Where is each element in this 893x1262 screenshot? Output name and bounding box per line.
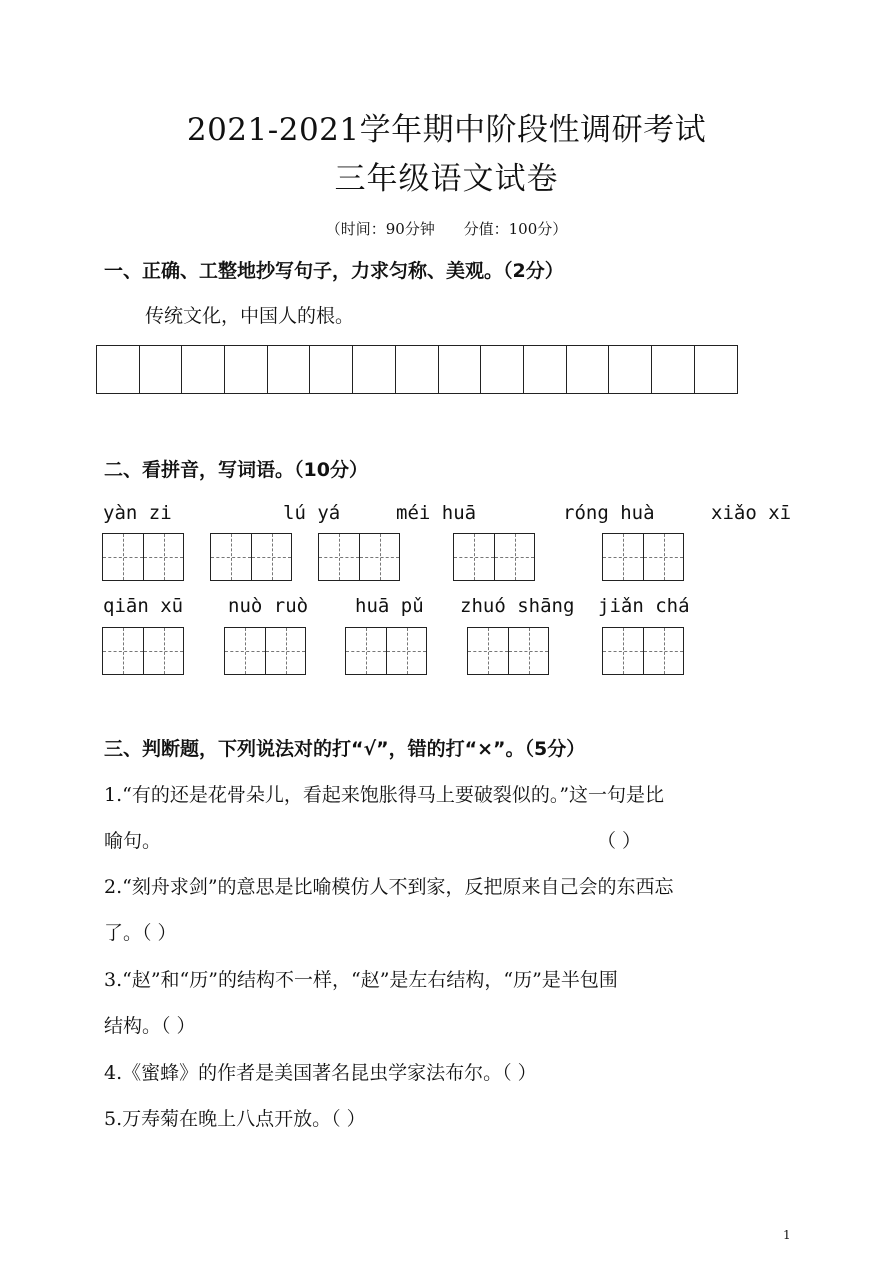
copy-cell[interactable] [609,346,652,393]
copy-cell[interactable] [353,346,396,393]
pinyin-label: róng huà [563,502,655,524]
exam-time: （时间：90分钟 [325,220,435,238]
copy-cell[interactable] [140,346,183,393]
pinyin-label: xiǎo xī [711,502,792,524]
copy-sentence: 传统文化，中国人的根。 [145,305,355,327]
pinyin-label: nuò ruò [228,595,309,617]
answer-paren[interactable]: （ ） [597,830,642,852]
writing-box[interactable] [318,533,400,581]
exam-score: 分值：100分） [463,220,568,238]
question-2-line1: 2.“刻舟求剑”的意思是比喻模仿人不到家，反把原来自己会的东西忘 [104,876,674,898]
pinyin-label: méi huā [396,502,477,524]
pinyin-label: yàn zi [103,502,172,524]
exam-meta [0,218,893,239]
copy-cell[interactable] [481,346,524,393]
writing-box[interactable] [467,627,549,675]
writing-box[interactable] [602,627,684,675]
writing-box[interactable] [345,627,427,675]
copy-cell[interactable] [310,346,353,393]
question-1-line2: 喻句。 [104,830,162,852]
copy-cell[interactable] [182,346,225,393]
writing-box[interactable] [210,533,292,581]
pinyin-label: qiān xū [103,595,184,617]
question-3-line2: 结构。（ ） [104,1015,196,1037]
pinyin-label: lú yá [283,502,341,524]
question-2-line2: 了。（ ） [104,922,177,944]
question-3-line1: 3.“赵”和“历”的结构不一样，“赵”是左右结构，“历”是半包围 [104,969,618,991]
copy-cell[interactable] [524,346,567,393]
copy-cell[interactable] [439,346,482,393]
pinyin-label: jiǎn chá [598,595,690,617]
question-4: 4.《蜜蜂》的作者是美国著名昆虫学家法布尔。（ ） [104,1062,537,1084]
question-1-line1: 1.“有的还是花骨朵儿，看起来饱胀得马上要破裂似的。”这一句是比 [104,784,665,806]
writing-box[interactable] [102,627,184,675]
copy-cell[interactable] [567,346,610,393]
section1-heading: 一、正确、工整地抄写句子，力求匀称、美观。（2分） [104,260,564,282]
copy-cell[interactable] [97,346,140,393]
pinyin-label: huā pǔ [355,595,424,617]
writing-box[interactable] [224,627,306,675]
copy-cell[interactable] [695,346,738,393]
section2-heading: 二、看拼音，写词语。（10分） [104,459,368,481]
writing-box[interactable] [102,533,184,581]
pinyin-label: zhuó shāng [460,595,575,617]
page-number: 1 [783,1228,791,1242]
exam-title: 2021-2021学年期中阶段性调研考试 [186,112,707,148]
copy-cell[interactable] [268,346,311,393]
section3-heading: 三、判断题，下列说法对的打“√”，错的打“×”。（5分） [104,738,586,760]
writing-box[interactable] [453,533,535,581]
copy-cell[interactable] [396,346,439,393]
exam-subtitle: 三年级语文试卷 [334,161,559,197]
copy-grid[interactable] [96,345,738,394]
writing-box[interactable] [602,533,684,581]
copy-cell[interactable] [652,346,695,393]
question-5: 5.万寿菊在晚上八点开放。（ ） [104,1108,366,1130]
copy-cell[interactable] [225,346,268,393]
